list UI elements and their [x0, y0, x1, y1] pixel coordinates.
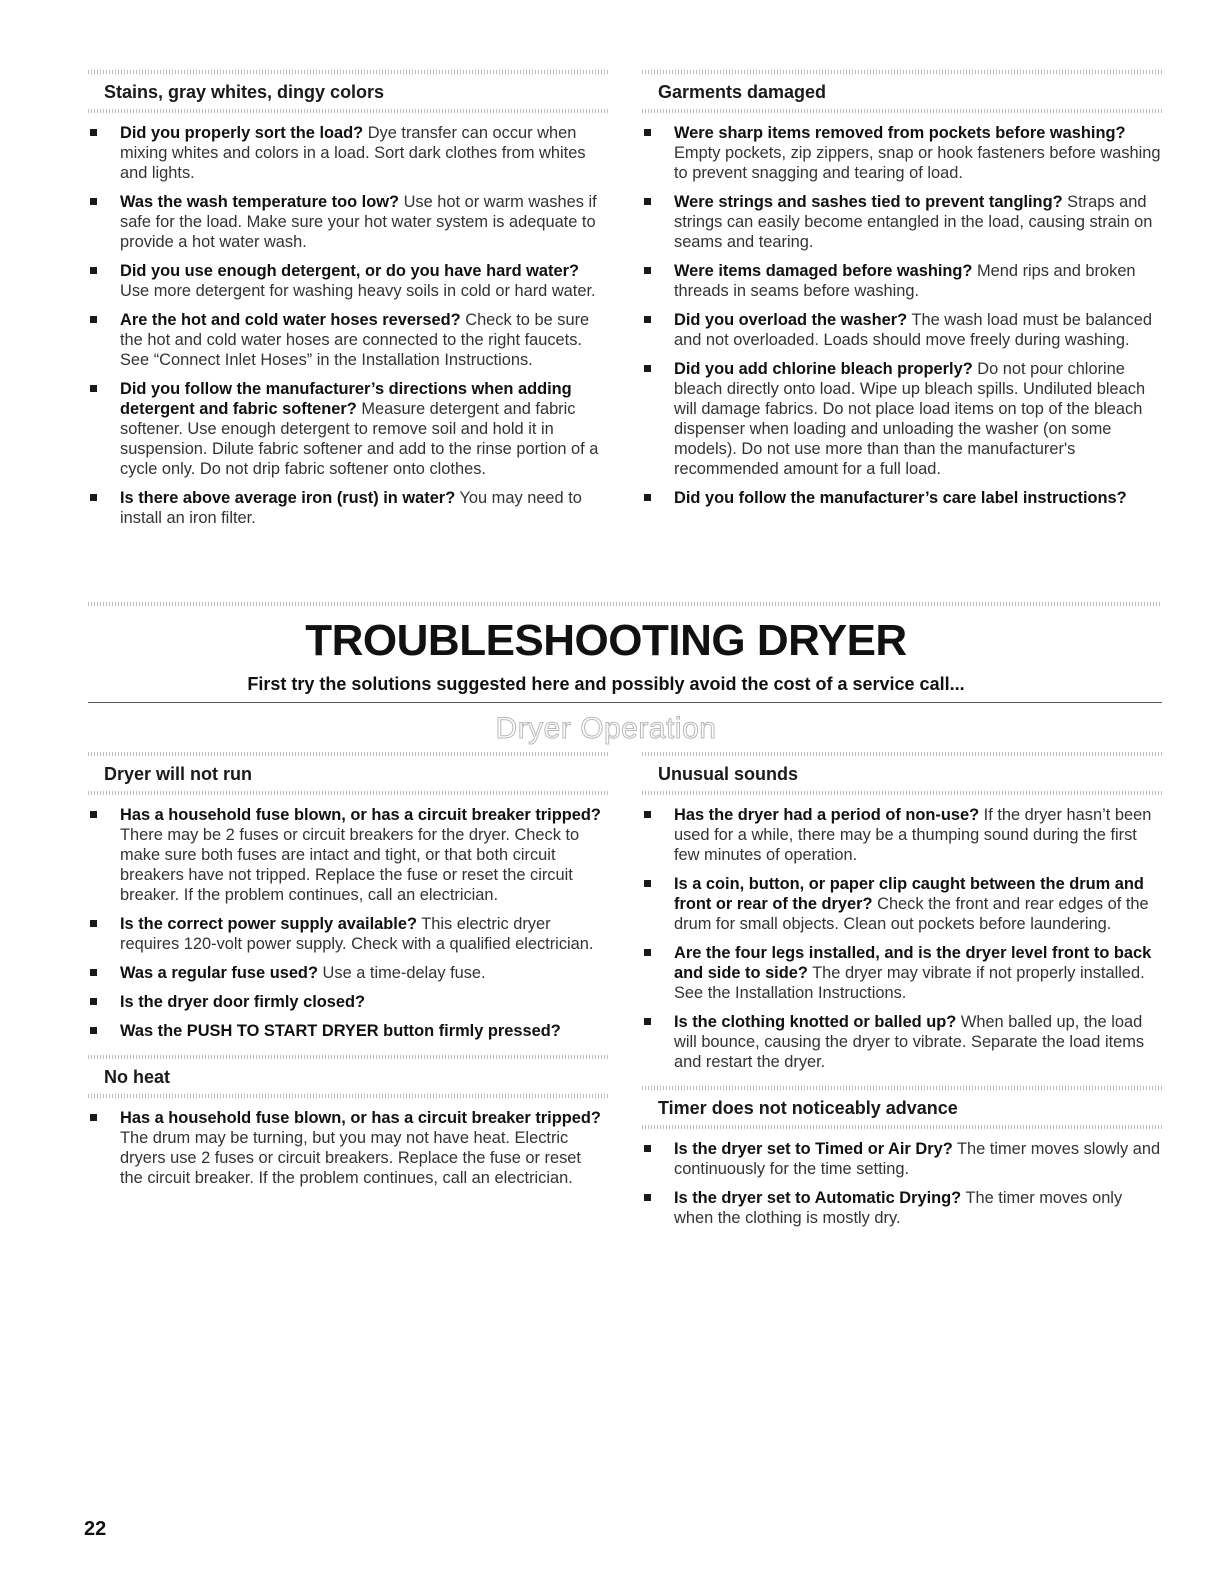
section-heading: No heat: [88, 1055, 608, 1094]
list-item: [88, 992, 608, 1012]
item-answer: Dye transfer can occur when mixing whites and colors in a load. Sort dark clothes from whites and lights.: [120, 124, 586, 182]
item-list: [642, 123, 1162, 508]
square-bullet-icon: [90, 920, 97, 927]
square-bullet-icon: [644, 811, 651, 818]
item-question: Was a regular fuse used?: [120, 964, 318, 982]
item-answer: Empty pockets, zip zippers, snap or hook fasteners before washing to prevent snagging and tearing of load.: [674, 144, 1161, 182]
item-answer: This electric dryer requires 120-volt power supply. Check with a qualified electrician.: [120, 915, 594, 953]
square-bullet-icon: [90, 969, 97, 976]
list-item: [642, 123, 1162, 183]
square-bullet-icon: [90, 811, 97, 818]
list-item: [642, 261, 1162, 301]
item-answer: If the dryer hasn’t been used for a while, there may be a thumping sound during the first few minutes of operation.: [674, 806, 1152, 864]
square-bullet-icon: [644, 267, 651, 274]
square-bullet-icon: [90, 494, 97, 501]
list-item: [88, 488, 608, 528]
square-bullet-icon: [644, 1194, 651, 1201]
item-question: Did you follow the manufacturer’s directions when adding detergent and fabric softener?: [120, 380, 572, 418]
item-question: Is the dryer set to Automatic Drying?: [674, 1189, 962, 1207]
section-heading: Garments damaged: [642, 70, 1162, 109]
item-question: Did you add chlorine bleach properly?: [674, 360, 973, 378]
list-item: [88, 379, 608, 479]
trouble-section: [88, 70, 608, 528]
square-bullet-icon: [90, 998, 97, 1005]
square-bullet-icon: [90, 1027, 97, 1034]
title-rule: [88, 702, 1162, 703]
square-bullet-icon: [90, 129, 97, 136]
item-answer: You may need to install an iron filter.: [120, 489, 582, 527]
page-subtitle: First try the solutions suggested here and possibly avoid the cost of a service call...: [247, 674, 965, 694]
list-item: [88, 261, 608, 301]
square-bullet-icon: [644, 129, 651, 136]
list-item: [642, 192, 1162, 252]
item-answer: The dryer may vibrate if not properly installed. See the Installation Instructions.: [674, 964, 1145, 1002]
item-answer: The wash load must be balanced and not overloaded. Loads should move freely during washing.: [674, 311, 1152, 349]
list-item: [88, 914, 608, 954]
item-question: Is the clothing knotted or balled up?: [674, 1013, 957, 1031]
square-bullet-icon: [644, 494, 651, 501]
item-list: [642, 805, 1162, 1072]
trouble-section: [88, 752, 608, 1041]
list-item: [88, 805, 608, 905]
list-item: [642, 310, 1162, 350]
item-answer: Measure detergent and fabric softener. Use enough detergent to remove soil and hold it in suspension. Dilute fabric softener and add to the rinse portion of a cycle only. Do not drip fabric softener onto clothes.: [120, 400, 599, 478]
top-right-column: [642, 70, 1162, 522]
list-item: [642, 874, 1162, 934]
section-heading: Stains, gray whites, dingy colors: [88, 70, 608, 109]
item-answer: Use hot or warm washes if safe for the load. Make sure your hot water system is adequate to provide a hot water wash.: [120, 193, 597, 251]
item-question: Was the wash temperature too low?: [120, 193, 399, 211]
item-question: Did you follow the manufacturer’s care label instructions?: [674, 489, 1127, 507]
page-title: TROUBLESHOOTING DRYER: [305, 616, 907, 665]
list-item: [642, 1012, 1162, 1072]
square-bullet-icon: [644, 198, 651, 205]
list-item: [642, 359, 1162, 479]
item-question: Is a coin, button, or paper clip caught between the drum and front or rear of the dryer?: [674, 875, 1144, 913]
list-item: [642, 1188, 1162, 1228]
item-answer: Mend rips and broken threads in seams before washing.: [674, 262, 1136, 300]
item-question: Is the correct power supply available?: [120, 915, 417, 933]
list-item: [642, 1139, 1162, 1179]
section-divider: [88, 602, 1162, 606]
item-question: Has a household fuse blown, or has a circuit breaker tripped?: [120, 1109, 601, 1127]
item-question: Are the four legs installed, and is the dryer level front to back and side to side?: [674, 944, 1152, 982]
list-item: [642, 805, 1162, 865]
list-item: [642, 943, 1162, 1003]
list-item: [88, 1021, 608, 1041]
top-left-column: [88, 70, 608, 542]
bottom-right-column: [642, 752, 1162, 1242]
item-question: Is there above average iron (rust) in water?: [120, 489, 456, 507]
trouble-section: [642, 70, 1162, 508]
item-question: Did you overload the washer?: [674, 311, 908, 329]
item-answer: The timer moves slowly and continuously for the time setting.: [674, 1140, 1161, 1178]
bottom-left-column: [88, 752, 608, 1202]
page-number: 22: [84, 1518, 107, 1540]
item-question: Were sharp items removed from pockets before washing?: [674, 124, 1126, 142]
list-item: [88, 1108, 608, 1188]
item-answer: Use a time-delay fuse.: [322, 964, 486, 982]
item-answer: Straps and strings can easily become entangled in the load, causing strain on seams and tearing.: [674, 193, 1153, 251]
square-bullet-icon: [644, 365, 651, 372]
square-bullet-icon: [644, 1018, 651, 1025]
list-item: [88, 123, 608, 183]
section-heading: Dryer will not run: [88, 752, 608, 791]
item-list: [88, 805, 608, 1041]
item-answer: Check the front and rear edges of the drum for small objects. Clean out pockets before laundering.: [674, 895, 1149, 933]
item-answer: Use more detergent for washing heavy soils in cold or hard water.: [120, 282, 596, 300]
item-question: Has a household fuse blown, or has a circuit breaker tripped?: [120, 806, 601, 824]
trouble-section: [642, 1086, 1162, 1228]
trouble-section: [642, 752, 1162, 1072]
list-item: [642, 488, 1162, 508]
item-list: [642, 1139, 1162, 1228]
square-bullet-icon: [90, 316, 97, 323]
section-heading: Timer does not noticeably advance: [642, 1086, 1162, 1125]
item-answer: The timer moves only when the clothing is mostly dry.: [674, 1189, 1123, 1227]
item-list: [88, 1108, 608, 1188]
item-question: Did you use enough detergent, or do you have hard water?: [120, 262, 579, 280]
item-question: Were items damaged before washing?: [674, 262, 973, 280]
square-bullet-icon: [644, 1145, 651, 1152]
square-bullet-icon: [644, 880, 651, 887]
section-heading: Unusual sounds: [642, 752, 1162, 791]
item-list: [88, 123, 608, 528]
list-item: [88, 310, 608, 370]
square-bullet-icon: [90, 198, 97, 205]
item-question: Is the dryer set to Timed or Air Dry?: [674, 1140, 953, 1158]
item-question: Has the dryer had a period of non-use?: [674, 806, 980, 824]
item-question: Did you properly sort the load?: [120, 124, 364, 142]
square-bullet-icon: [90, 385, 97, 392]
item-answer: Check to be sure the hot and cold water hoses are connected to the right faucets. See “Connect Inlet Hoses” in the Installation Instructions.: [120, 311, 590, 369]
square-bullet-icon: [644, 949, 651, 956]
square-bullet-icon: [90, 1114, 97, 1121]
trouble-section: [88, 1055, 608, 1188]
item-answer: Do not pour chlorine bleach directly onto load. Wipe up bleach spills. Undiluted bleach will damage fabrics. Do not place load items on top of the bleach dispenser when loading and unloading the washer (on some models). Do not use more than than the manufacturer's recommended amount for a full load.: [674, 360, 1146, 478]
item-answer: There may be 2 fuses or circuit breakers for the dryer. Check to make sure both fuses are intact and tight, or that both circuit breakers have not tripped. Replace the fuse or reset the circuit breaker. If the problem continues, call an electrician.: [120, 826, 580, 904]
item-answer: When balled up, the load will bounce, causing the dryer to vibrate. Separate the load items and restart the dryer.: [674, 1013, 1145, 1071]
list-item: [88, 192, 608, 252]
item-answer: The drum may be turning, but you may not have heat. Electric dryers use 2 fuses or circuit breakers. Replace the fuse or reset the circuit breaker. If the problem continues, call an electrician.: [120, 1129, 581, 1187]
square-bullet-icon: [644, 316, 651, 323]
item-question: Were strings and sashes tied to prevent tangling?: [674, 193, 1063, 211]
list-item: [88, 963, 608, 983]
square-bullet-icon: [90, 267, 97, 274]
item-question: Was the PUSH TO START DRYER button firmly pressed?: [120, 1022, 561, 1040]
item-question: Is the dryer door firmly closed?: [120, 993, 366, 1011]
item-question: Are the hot and cold water hoses reversed?: [120, 311, 461, 329]
dryer-operation-heading: Dryer Operation: [495, 712, 717, 745]
